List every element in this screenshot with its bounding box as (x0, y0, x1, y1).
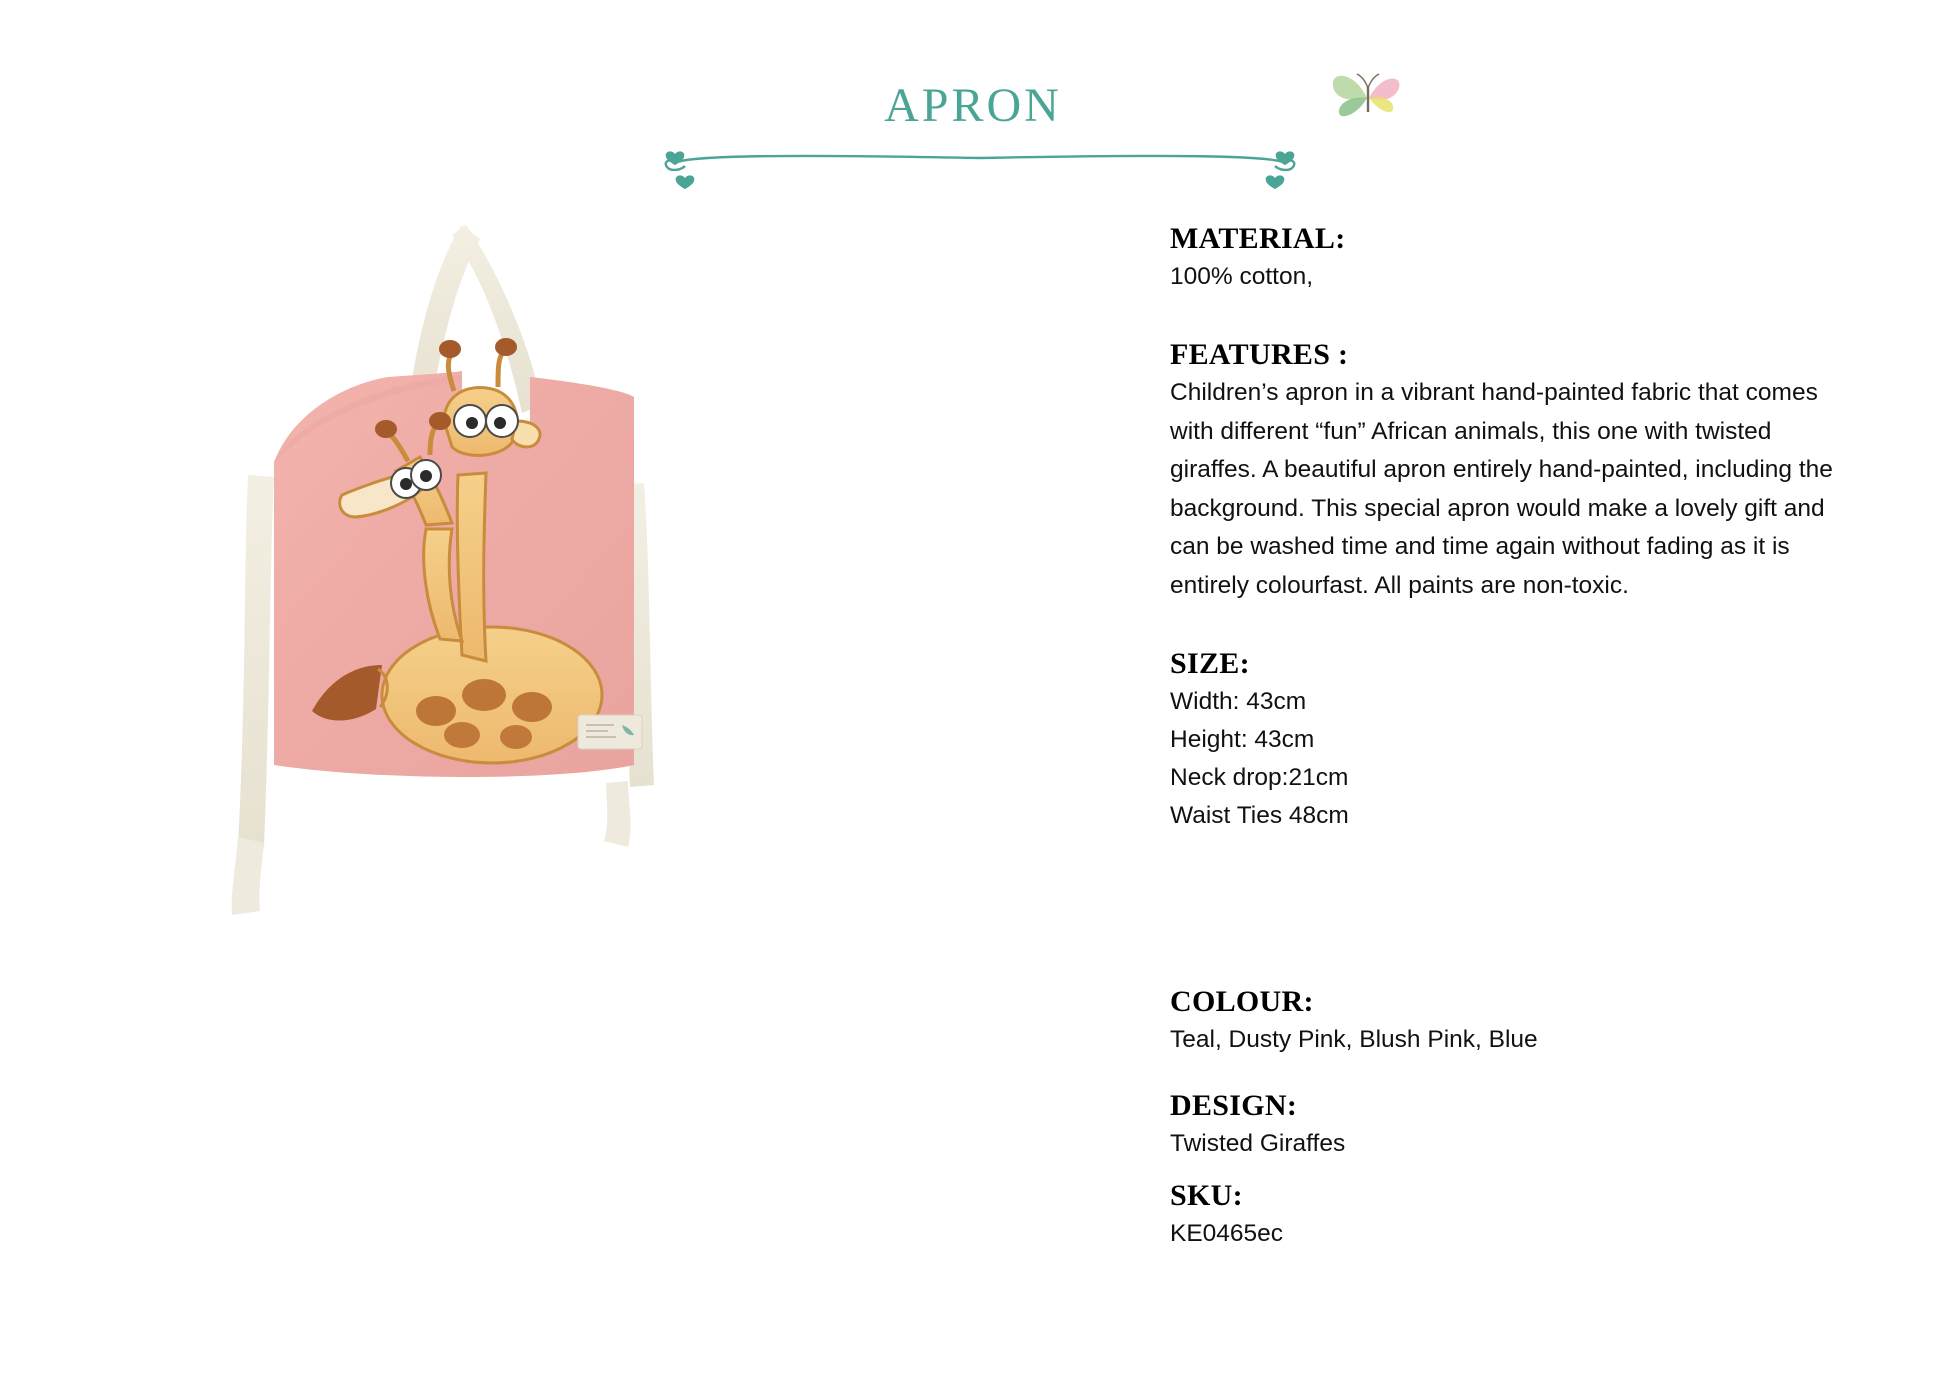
colour-value: Teal, Dusty Pink, Blush Pink, Blue (1170, 1026, 1538, 1053)
design-heading: DESIGN: (1170, 1089, 1298, 1122)
material-value: 100% cotton, (1170, 263, 1314, 290)
specifications-panel (1168, 222, 1868, 1253)
size-neck-drop: Neck drop:21cm (1170, 764, 1349, 791)
sku-value: KE0465ec (1170, 1220, 1284, 1247)
sku-heading: SKU: (1170, 1179, 1243, 1212)
page-title: APRON (884, 79, 1062, 132)
product-image (230, 225, 890, 1125)
design-value: Twisted Giraffes (1170, 1130, 1346, 1157)
size-height: Height: 43cm (1170, 726, 1315, 753)
flourish-divider-icon (655, 148, 1305, 190)
colour-heading: COLOUR: (1170, 985, 1314, 1018)
spec-design (1168, 1089, 1868, 1163)
size-width: Width: 43cm (1170, 688, 1307, 715)
material-heading: MATERIAL: (1170, 222, 1346, 255)
spec-features (1168, 338, 1868, 605)
spec-colour (1168, 985, 1868, 1059)
butterfly-icon (1323, 62, 1413, 132)
sewn-brand-label (578, 715, 642, 749)
spec-size (1168, 647, 1868, 835)
spec-sku (1168, 1179, 1868, 1253)
size-waist-ties: Waist Ties 48cm (1170, 802, 1349, 829)
size-heading: SIZE: (1170, 647, 1250, 680)
features-value: Children’s apron in a vibrant hand-painted fabric that comes with different “fun” African animals, this one with twisted giraffes. A beautiful apron entirely hand-painted, including the background. This special apron would make a lovely gift and can be washed time and time again without fading as it is entirely colourfast. All paints are non-toxic. (1170, 379, 1833, 599)
spec-material (1168, 222, 1868, 296)
features-heading: FEATURES : (1170, 338, 1349, 371)
